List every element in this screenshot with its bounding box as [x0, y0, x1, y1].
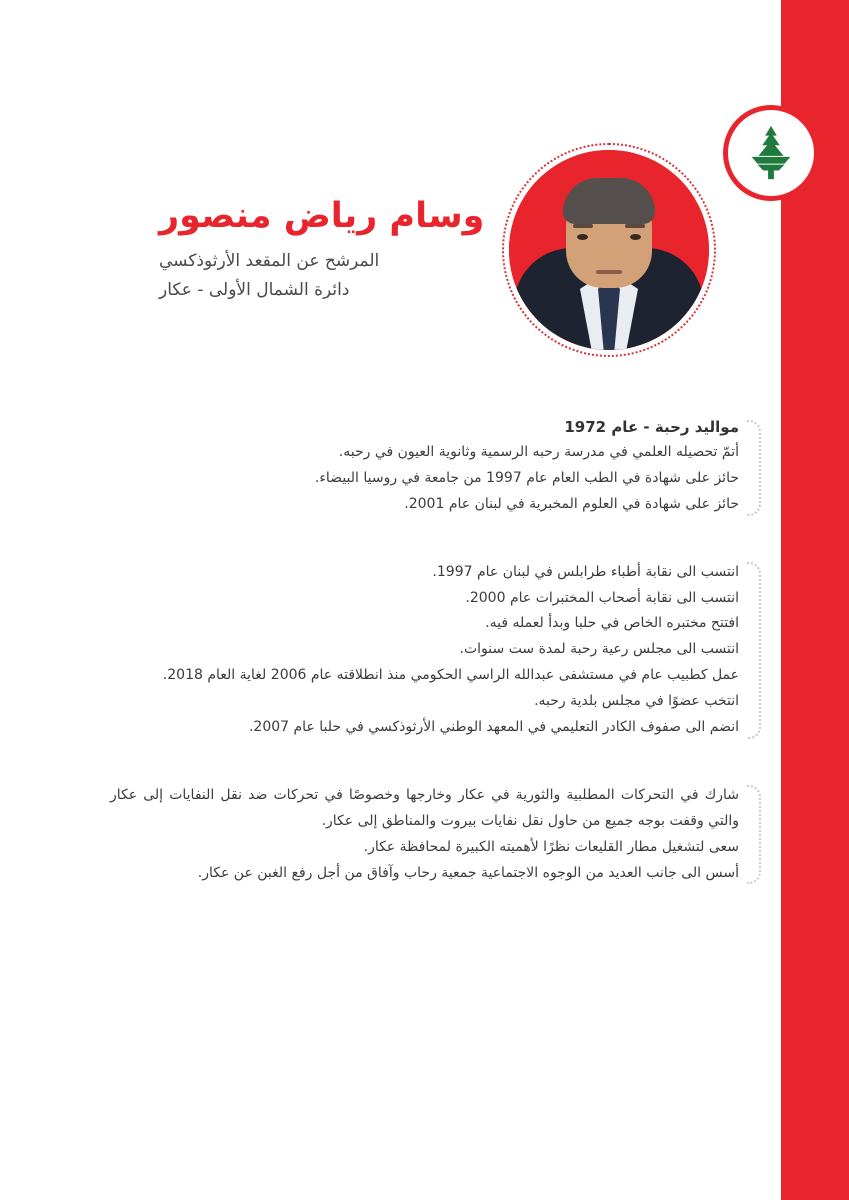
section-line: انتسب الى نقابة أطباء طرابلس في لبنان عام 1997.: [432, 563, 739, 580]
section-line: افتتح مختبره الخاص في حلبا وبدأ لعمله فيه.: [485, 615, 739, 632]
subtitle-line-1: المرشح عن المقعد الأرثوذكسي: [159, 251, 380, 271]
section-line: انتسب الى مجلس رعية رحبة لمدة ست سنوات.: [459, 641, 739, 658]
brace-decoration: [747, 562, 761, 739]
section-birth-education: [110, 418, 761, 518]
brace-decoration: [747, 420, 761, 516]
section-professional-career: [110, 560, 761, 741]
page-title: وسام رياض منصور: [159, 196, 485, 236]
section-line: انتخب عضوًا في مجلس بلدية رحبه.: [534, 693, 739, 710]
section-line: انضم الى صفوف الكادر التعليمي في المعهد الوطني الأرثوذكسي في حلبا عام 2007.: [248, 719, 739, 736]
candidate-subtitle: [159, 247, 489, 305]
section-line: انتسب الى نقابة أصحاب المختبرات عام 2000.: [465, 589, 739, 606]
section-line: سعى لتشغيل مطار القليعات نظرًا لأهميته الكبيرة لمحافظة عكار.: [363, 838, 739, 855]
candidate-portrait-image: [509, 150, 709, 350]
section-line: عمل كطبيب عام في مستشفى عبدالله الراسي الحكومي منذ انطلاقته عام 2006 لغاية العام 2018.: [162, 667, 739, 684]
brace-decoration: [747, 785, 761, 885]
title-block: [159, 195, 489, 305]
subtitle-line-2: دائرة الشمال الأولى - عكار: [159, 279, 350, 300]
section-line: حائز على شهادة في العلوم المخبرية في لبنان عام 2001.: [404, 495, 739, 512]
section-line: حائز على شهادة في الطب العام عام 1997 من جامعة في روسيا البيضاء.: [314, 469, 739, 486]
bio-sections: [110, 418, 761, 928]
cedar-tree-icon: [723, 105, 819, 201]
section-heading: مواليد رحبة - عام 1972: [564, 418, 739, 436]
section-line: شارك في التحركات المطلبية والثورية في عكار وخارجها وخصوصًا في تحركات ضد نقل النفايات إلى عكار والتي وقفت بوجه جميع من حاول نقل نفايات بيروت والمناطق إلى عكار.: [110, 786, 739, 829]
section-line: أسس الى جانب العديد من الوجوه الاجتماعية جمعية رحاب وآفاق من أجل رفع الغبن عن عكار.: [197, 864, 739, 881]
section-civic-activism: [110, 783, 761, 887]
avatar: [509, 150, 709, 350]
section-line: أتمّ تحصيله العلمي في مدرسة رحبه الرسمية وثانوية العيون في رحبه.: [338, 444, 739, 460]
